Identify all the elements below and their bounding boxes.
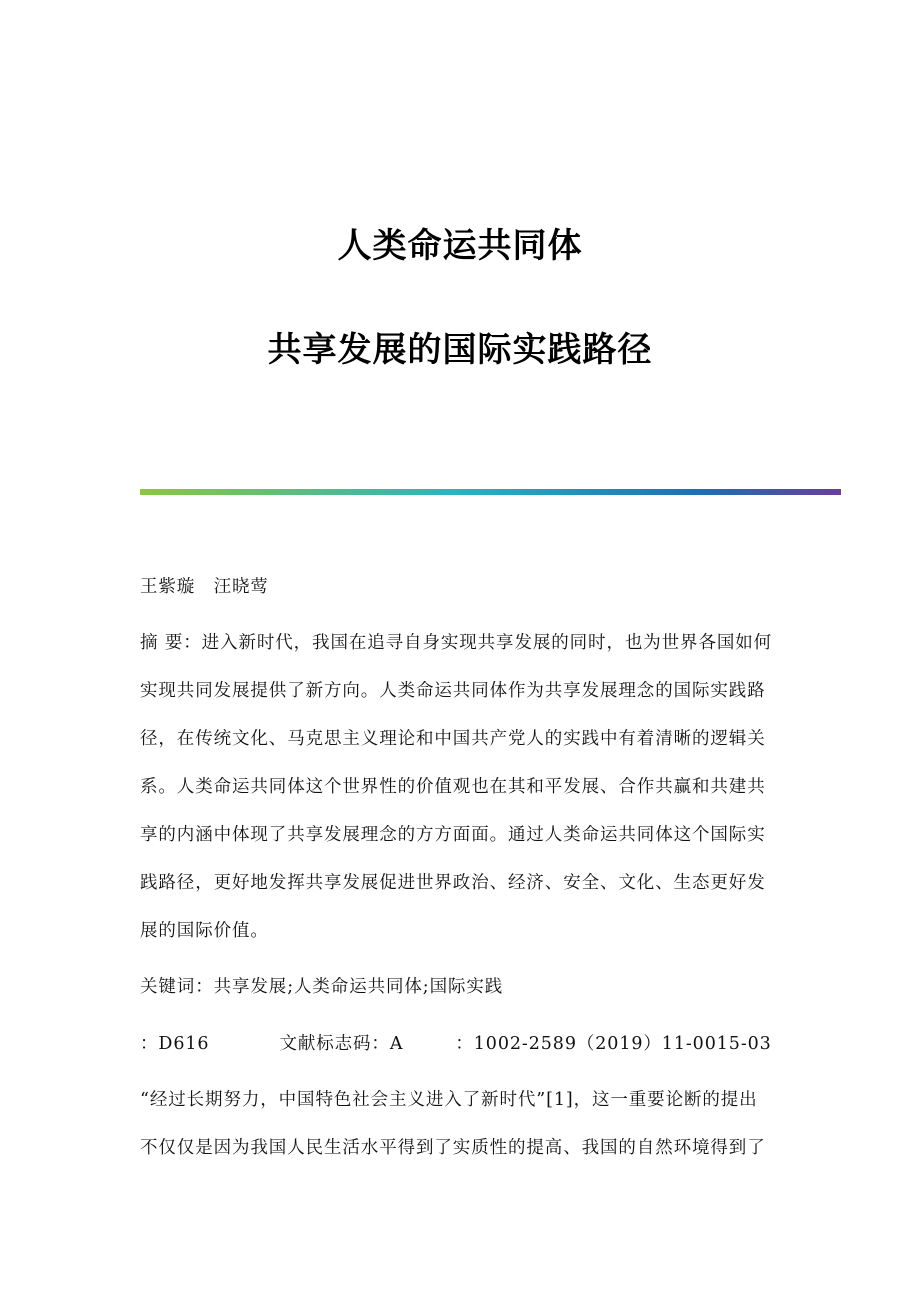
abstract-line: 摘 要：进入新时代，我国在追寻自身实现共享发展的同时，也为世界各国如何 [140, 633, 773, 653]
clc-number: ：D616 [140, 1034, 210, 1054]
paper-title-line-2: 共享发展的国际实践路径 [267, 330, 653, 370]
abstract-line: 实现共同发展提供了新方向。人类命运共同体作为共享发展理念的国际实践路 [140, 681, 766, 701]
article-number: ：1002-2589（2019）11-0015-03 [455, 1034, 772, 1054]
gradient-divider [140, 489, 841, 495]
body-line: “经过长期努力，中国特色社会主义进入了新时代”[1]，这一重要论断的提出 [140, 1090, 758, 1110]
classification-info [140, 1033, 772, 1055]
authors: 王紫璇 汪晓莺 [140, 577, 269, 597]
abstract-line: 径，在传统文化、马克思主义理论和中国共产党人的实践中有着清晰的逻辑关 [140, 729, 766, 749]
abstract-line: 系。人类命运共同体这个世界性的价值观也在其和平发展、合作共赢和共建共 [140, 777, 766, 797]
document-code: 文献标志码：A [279, 1034, 404, 1054]
paper-title-line-1: 人类命运共同体 [337, 226, 583, 266]
keywords: 关键词：共享发展;人类命运共同体;国际实践 [140, 977, 504, 997]
body-line: 不仅仅是因为我国人民生活水平得到了实质性的提高、我国的自然环境得到了 [140, 1138, 766, 1158]
abstract-line: 享的内涵中体现了共享发展理念的方方面面。通过人类命运共同体这个国际实 [140, 825, 766, 845]
abstract-line: 展的国际价值。 [140, 921, 269, 941]
abstract-line: 践路径，更好地发挥共享发展促进世界政治、经济、安全、文化、生态更好发 [140, 873, 766, 893]
